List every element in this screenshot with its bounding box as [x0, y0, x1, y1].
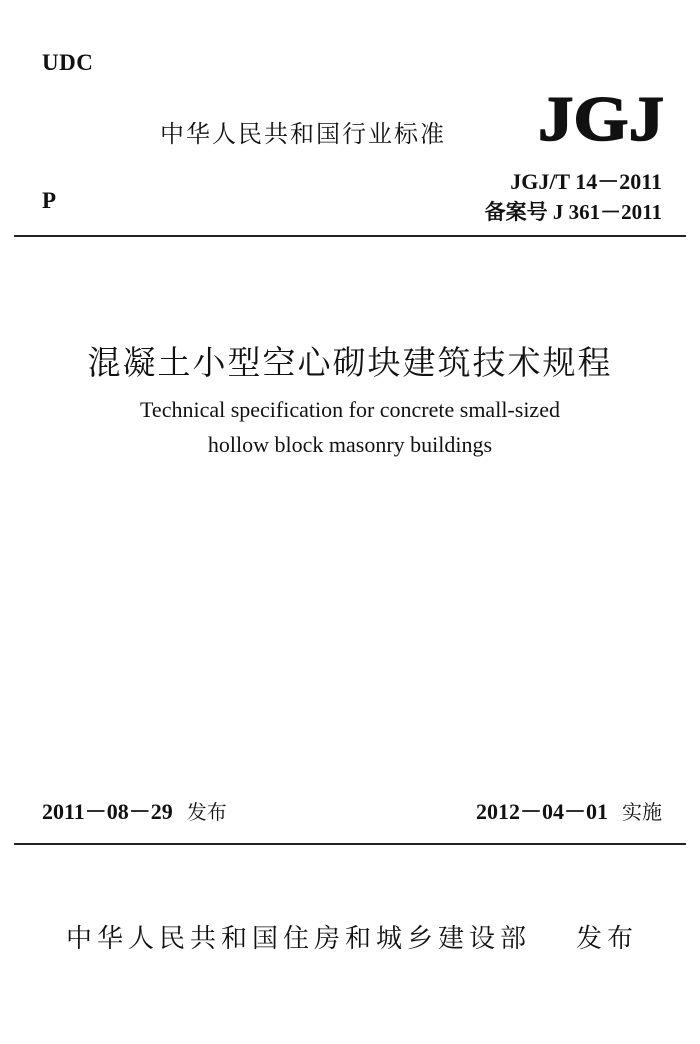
effective-date-block: [476, 795, 662, 826]
record-number: 备案号 J 361－2011: [484, 200, 662, 224]
classification-code: P: [42, 188, 57, 213]
issuing-authority: 中华人民共和国住房和城乡建设部: [66, 924, 532, 954]
issue-label: 发布: [186, 800, 227, 824]
standard-category: 中华人民共和国行业标准: [160, 120, 446, 148]
title-chinese: 混凝土小型空心砌块建筑技术规程: [87, 343, 613, 382]
issue-date-block: [42, 795, 227, 826]
issuing-verb: 发布: [575, 924, 638, 954]
title-english-line1: Technical specification for concrete small-sized: [140, 397, 560, 422]
effective-date: 2012－04－01: [475, 799, 608, 824]
jgj-logo: [536, 84, 666, 146]
divider-top: [14, 235, 686, 237]
effective-label: 实施: [622, 800, 662, 824]
divider-bottom: [14, 843, 686, 845]
issue-date: 2011－08－29: [42, 799, 173, 824]
title-english-line2: hollow block masonry buildings: [207, 432, 493, 457]
svg-text:JGJ: JGJ: [538, 84, 664, 146]
udc-label: UDC: [42, 50, 94, 75]
standard-code: JGJ/T 14－2011: [510, 169, 662, 194]
